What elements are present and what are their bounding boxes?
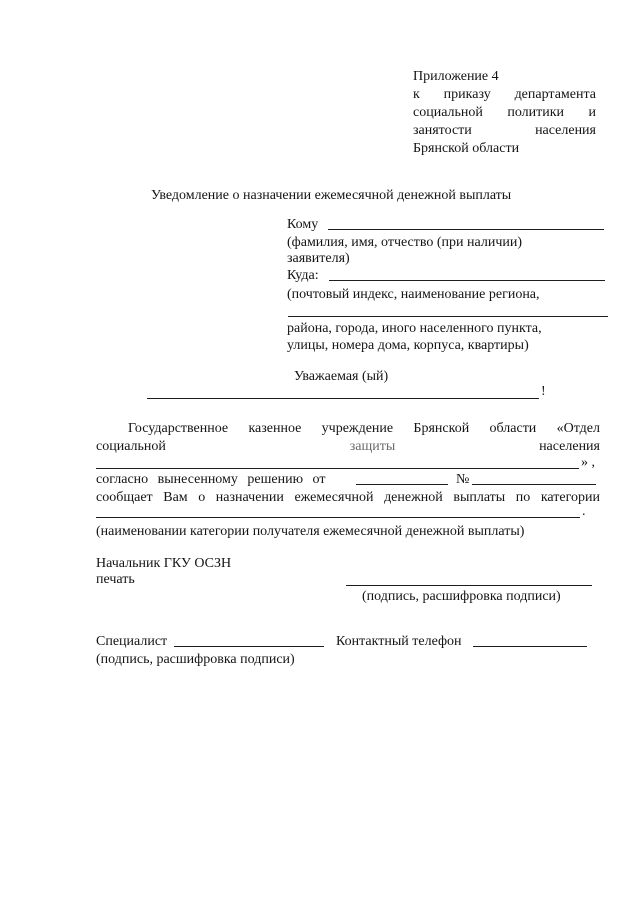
word: политики [507, 105, 565, 120]
document-heading: Уведомление о назначении ежемесячной денежной выплаты [151, 188, 512, 203]
word: «Отдел [556, 421, 600, 436]
word: Брянской [413, 421, 470, 436]
category-line[interactable] [96, 517, 580, 518]
to-hint-2: заявителя) [287, 251, 350, 266]
specialist-label: Специалист [96, 634, 168, 649]
body-line-1 [128, 420, 600, 438]
word: денежной [384, 490, 443, 505]
where-field-line[interactable] [329, 280, 605, 281]
word: и [588, 105, 596, 120]
specialist-signature-hint: (подпись, расшифровка подписи) [96, 652, 295, 667]
word: о [198, 490, 206, 505]
department-name-line[interactable] [96, 468, 579, 469]
where-hint-1: (почтовый индекс, наименование региона, [287, 287, 540, 302]
appendix-line-4: Брянской области [413, 141, 520, 156]
where-hint-2: района, города, иного населенного пункта, [287, 321, 542, 336]
body-line-2 [96, 438, 600, 456]
word: учреждение [321, 421, 394, 436]
word: Государственное [128, 421, 229, 436]
specialist-signature-line[interactable] [174, 646, 324, 647]
word: департамента [514, 87, 596, 102]
phone-label: Контактный телефон [336, 634, 462, 649]
decision-number-line[interactable] [472, 484, 596, 485]
appendix-line-3 [413, 122, 596, 140]
word: Вам [163, 490, 188, 505]
decision-date-line[interactable] [356, 484, 448, 485]
head-signature-line[interactable] [346, 585, 592, 586]
word: сообщает [96, 490, 153, 505]
word: приказу [443, 87, 491, 102]
word: ежемесячной [294, 490, 374, 505]
greeting-name-line[interactable] [147, 398, 539, 399]
greeting-text: Уважаемая (ый) [294, 369, 389, 384]
word: населения [539, 439, 600, 454]
word: казенное [248, 421, 302, 436]
word: занятости [413, 123, 472, 138]
greeting-exclamation: ! [541, 384, 546, 399]
word: области [489, 421, 537, 436]
word: социальной [96, 439, 166, 454]
word: выплаты [453, 490, 506, 505]
decision-text: согласно вынесенному решению от [96, 472, 326, 487]
word: по [515, 490, 531, 505]
stamp-label: печать [96, 572, 135, 587]
word: назначении [215, 490, 284, 505]
word: населения [535, 123, 596, 138]
word: категории [540, 490, 600, 505]
appendix-line-2 [413, 104, 596, 122]
to-field-line[interactable] [328, 229, 604, 230]
appendix-line-1 [413, 86, 596, 104]
where-hint-3: улицы, номера дома, корпуса, квартиры) [287, 338, 529, 353]
word: защиты [349, 439, 396, 454]
category-hint: (наименовании категории получателя ежемесячной денежной выплаты) [96, 524, 525, 539]
to-label: Кому [287, 217, 319, 232]
where-label: Куда: [287, 268, 319, 283]
word: социальной [413, 105, 483, 120]
department-close-quote: » , [581, 455, 595, 470]
body-line-5 [96, 489, 600, 507]
category-period: . [582, 504, 586, 519]
phone-field-line[interactable] [473, 646, 587, 647]
head-signature-hint: (подпись, расшифровка подписи) [362, 589, 561, 604]
decision-number-sign: № [456, 472, 470, 487]
head-title: Начальник ГКУ ОСЗН [96, 556, 232, 571]
where-field-line-2[interactable] [288, 316, 608, 317]
word: к [413, 87, 420, 102]
to-hint-1: (фамилия, имя, отчество (при наличии) [287, 235, 523, 250]
appendix-title: Приложение 4 [413, 69, 499, 84]
